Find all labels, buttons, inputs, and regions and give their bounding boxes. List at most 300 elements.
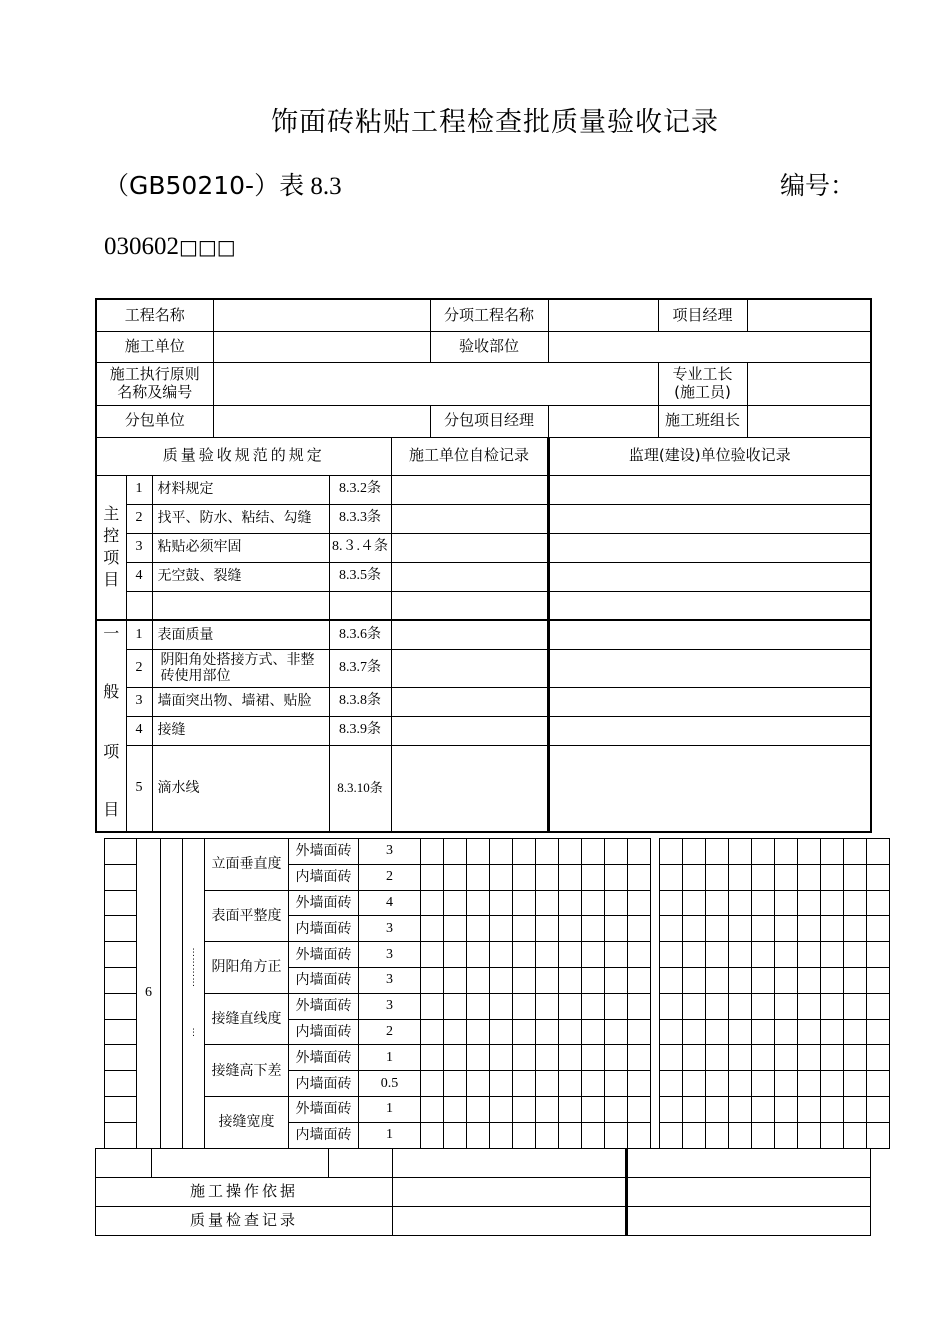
measurement-cell[interactable]: [605, 864, 628, 890]
supervision-measurement-cell[interactable]: [775, 1122, 798, 1148]
supervision-measurement-cell[interactable]: [706, 967, 729, 993]
supervision-measurement-cell[interactable]: [683, 1071, 706, 1097]
supervision-measurement-cell[interactable]: [798, 1045, 821, 1071]
measurement-cell[interactable]: [536, 864, 559, 890]
supervision-measurement-cell[interactable]: [844, 1096, 867, 1122]
supervision-measurement-cell[interactable]: [683, 1019, 706, 1045]
measurement-cell[interactable]: [628, 1019, 651, 1045]
team-leader-field[interactable]: [747, 405, 871, 437]
measurement-cell[interactable]: [582, 993, 605, 1019]
supervision-measurement-cell[interactable]: [844, 1122, 867, 1148]
measurement-cell[interactable]: [605, 993, 628, 1019]
measurement-cell[interactable]: [467, 1096, 490, 1122]
measurement-cell[interactable]: [536, 1122, 559, 1148]
supervision-measurement-cell[interactable]: [821, 1045, 844, 1071]
supervision-measurement-cell[interactable]: [752, 864, 775, 890]
supervision-cell[interactable]: [548, 533, 871, 562]
measurement-cell[interactable]: [444, 1096, 467, 1122]
standard-prefix: （GB50210-）: [104, 171, 280, 200]
measurement-cell[interactable]: [421, 864, 444, 890]
supervision-measurement-cell[interactable]: [798, 1122, 821, 1148]
tolerance-blank-cell: [105, 890, 137, 916]
measurement-cell[interactable]: [582, 967, 605, 993]
construction-unit-field[interactable]: [213, 331, 430, 362]
measurement-cell[interactable]: [536, 916, 559, 942]
supervision-measurement-cell[interactable]: [729, 1045, 752, 1071]
supervision-cell[interactable]: [548, 504, 871, 533]
measurement-cell[interactable]: [421, 993, 444, 1019]
measurement-cell[interactable]: [559, 864, 582, 890]
supervision-measurement-cell[interactable]: [729, 1096, 752, 1122]
measurement-cell[interactable]: [582, 1096, 605, 1122]
subcontractor-field[interactable]: [213, 405, 430, 437]
supervision-measurement-cell[interactable]: [775, 1045, 798, 1071]
measurement-cell[interactable]: [536, 1019, 559, 1045]
measurement-cell[interactable]: [421, 1019, 444, 1045]
main-control-char: 目: [103, 570, 120, 590]
supervision-measurement-cell[interactable]: [683, 967, 706, 993]
measurement-cell[interactable]: [513, 890, 536, 916]
supervision-measurement-cell[interactable]: [844, 942, 867, 968]
supervision-measurement-cell[interactable]: [821, 1122, 844, 1148]
measurement-cell[interactable]: [559, 1019, 582, 1045]
measurement-cell[interactable]: [513, 942, 536, 968]
supervision-measurement-cell[interactable]: [775, 839, 798, 865]
supervision-cell[interactable]: [548, 716, 871, 745]
measurement-cell[interactable]: [559, 839, 582, 865]
measurement-cell[interactable]: [605, 942, 628, 968]
supervision-measurement-cell[interactable]: [867, 942, 890, 968]
supervision-measurement-cell[interactable]: [729, 1071, 752, 1097]
supervision-cell[interactable]: [548, 591, 871, 620]
measurement-cell[interactable]: [605, 1122, 628, 1148]
supervision-measurement-cell[interactable]: [729, 993, 752, 1019]
measurement-cell[interactable]: [467, 993, 490, 1019]
self-check-cell[interactable]: [391, 504, 548, 533]
supervision-measurement-cell[interactable]: [706, 1122, 729, 1148]
supervision-measurement-cell[interactable]: [867, 1096, 890, 1122]
measurement-cell[interactable]: [467, 1045, 490, 1071]
measurement-cell[interactable]: [467, 1071, 490, 1097]
supervision-measurement-cell[interactable]: [844, 967, 867, 993]
supervision-cell[interactable]: [548, 620, 871, 649]
measurement-cell[interactable]: [421, 1071, 444, 1097]
supervision-measurement-cell[interactable]: [706, 1045, 729, 1071]
measurement-cell[interactable]: [582, 1071, 605, 1097]
project-manager-field[interactable]: [747, 299, 871, 331]
measurement-cell[interactable]: [536, 967, 559, 993]
supervision-measurement-cell[interactable]: [729, 839, 752, 865]
supervision-measurement-cell[interactable]: [775, 1071, 798, 1097]
supervision-measurement-cell[interactable]: [821, 916, 844, 942]
supervision-measurement-cell[interactable]: [821, 1096, 844, 1122]
supervision-measurement-cell[interactable]: [660, 890, 683, 916]
supervision-measurement-cell[interactable]: [706, 993, 729, 1019]
measurement-cell[interactable]: [582, 864, 605, 890]
supervision-measurement-cell[interactable]: [683, 864, 706, 890]
self-check-cell[interactable]: [391, 475, 548, 504]
acceptance-part-label: 验收部位: [430, 331, 548, 362]
supervision-measurement-cell[interactable]: [775, 1096, 798, 1122]
measurement-cell[interactable]: [490, 1071, 513, 1097]
measurement-cell[interactable]: [444, 1122, 467, 1148]
self-check-cell[interactable]: [391, 562, 548, 591]
measurement-cell[interactable]: [628, 916, 651, 942]
supervision-measurement-cell[interactable]: [867, 1045, 890, 1071]
project-name-field[interactable]: [213, 299, 430, 331]
measurement-cell[interactable]: [513, 1096, 536, 1122]
supervision-measurement-cell[interactable]: [706, 1071, 729, 1097]
measurement-cell[interactable]: [536, 1096, 559, 1122]
tolerance-item-name: 接缝高下差: [205, 1045, 289, 1097]
supervision-measurement-cell[interactable]: [821, 1071, 844, 1097]
supervision-measurement-cell[interactable]: [752, 890, 775, 916]
tolerance-tile-type: 外墙面砖: [289, 1096, 359, 1122]
supervision-measurement-cell[interactable]: [821, 864, 844, 890]
supervision-measurement-cell[interactable]: [867, 839, 890, 865]
footer-blank-cell[interactable]: [393, 1149, 627, 1178]
measurement-cell[interactable]: [513, 864, 536, 890]
supervision-cell[interactable]: [548, 649, 871, 687]
supervision-measurement-cell[interactable]: [798, 967, 821, 993]
measurement-cell[interactable]: [467, 942, 490, 968]
sub-manager-field[interactable]: [548, 405, 658, 437]
supervision-measurement-cell[interactable]: [798, 993, 821, 1019]
standard-name-field[interactable]: [213, 362, 658, 405]
measurement-cell[interactable]: [605, 890, 628, 916]
item-clause: 8.3.10条: [329, 745, 391, 832]
supervision-measurement-cell[interactable]: [752, 993, 775, 1019]
measurement-cell[interactable]: [582, 1019, 605, 1045]
operation-basis-field[interactable]: [393, 1178, 627, 1207]
supervision-measurement-cell[interactable]: [844, 916, 867, 942]
measurement-cell[interactable]: [605, 967, 628, 993]
measurement-cell[interactable]: [490, 1122, 513, 1148]
self-check-cell[interactable]: [391, 745, 548, 832]
supervision-measurement-cell[interactable]: [752, 916, 775, 942]
tolerance-tile-type: 外墙面砖: [289, 890, 359, 916]
measurement-cell[interactable]: [628, 1096, 651, 1122]
tolerance-divider-cell: [651, 1071, 660, 1097]
supervision-measurement-cell[interactable]: [798, 942, 821, 968]
supervision-measurement-cell[interactable]: [775, 916, 798, 942]
item-number: 4: [126, 562, 152, 591]
measurement-cell[interactable]: [628, 890, 651, 916]
acceptance-part-field[interactable]: [548, 331, 871, 362]
tolerance-item-name: 表面平整度: [205, 890, 289, 942]
item-number: 2: [126, 649, 152, 687]
supervision-measurement-cell[interactable]: [821, 967, 844, 993]
supervision-measurement-cell[interactable]: [660, 1019, 683, 1045]
measurement-cell[interactable]: [559, 967, 582, 993]
measurement-cell[interactable]: [536, 993, 559, 1019]
supervision-measurement-cell[interactable]: [660, 1045, 683, 1071]
measurement-cell[interactable]: [421, 1045, 444, 1071]
supervision-measurement-cell[interactable]: [706, 916, 729, 942]
supervision-measurement-cell[interactable]: [660, 839, 683, 865]
measurement-cell[interactable]: [582, 916, 605, 942]
supervision-measurement-cell[interactable]: [660, 942, 683, 968]
measurement-cell[interactable]: [628, 1122, 651, 1148]
supervision-measurement-cell[interactable]: [752, 1122, 775, 1148]
measurement-cell[interactable]: [421, 839, 444, 865]
supervision-measurement-cell[interactable]: [775, 1019, 798, 1045]
measurement-cell[interactable]: [605, 1045, 628, 1071]
supervision-measurement-cell[interactable]: [752, 1096, 775, 1122]
supervision-measurement-cell[interactable]: [729, 1019, 752, 1045]
measurement-cell[interactable]: [628, 864, 651, 890]
supervision-cell[interactable]: [548, 745, 871, 832]
measurement-cell[interactable]: [628, 1071, 651, 1097]
supervision-measurement-cell[interactable]: [844, 1045, 867, 1071]
measurement-cell[interactable]: [628, 993, 651, 1019]
supervision-measurement-cell[interactable]: [867, 890, 890, 916]
supervision-measurement-cell[interactable]: [867, 1122, 890, 1148]
supervision-measurement-cell[interactable]: [660, 1096, 683, 1122]
measurement-cell[interactable]: [490, 839, 513, 865]
tolerance-allowed-value: 3: [359, 942, 421, 968]
supervision-measurement-cell[interactable]: [821, 890, 844, 916]
supervision-measurement-cell[interactable]: [683, 916, 706, 942]
measurement-cell[interactable]: [421, 916, 444, 942]
measurement-cell[interactable]: [444, 942, 467, 968]
measurement-cell[interactable]: [490, 916, 513, 942]
supervision-column-header: 监理(建设)单位验收记录: [548, 437, 871, 475]
measurement-cell[interactable]: [513, 1045, 536, 1071]
supervision-cell[interactable]: [548, 562, 871, 591]
measurement-cell[interactable]: [467, 864, 490, 890]
supervision-measurement-cell[interactable]: [683, 1122, 706, 1148]
measurement-cell[interactable]: [490, 993, 513, 1019]
tolerance-row: [105, 993, 890, 1019]
supervision-measurement-cell[interactable]: [706, 1019, 729, 1045]
measurement-cell[interactable]: [513, 839, 536, 865]
supervision-measurement-cell[interactable]: [821, 993, 844, 1019]
quality-record-field[interactable]: [393, 1207, 627, 1236]
supervision-measurement-cell[interactable]: [844, 839, 867, 865]
measurement-cell[interactable]: [536, 890, 559, 916]
supervision-measurement-cell[interactable]: [729, 942, 752, 968]
supervision-measurement-cell[interactable]: [706, 942, 729, 968]
supervision-measurement-cell[interactable]: [683, 993, 706, 1019]
measurement-cell[interactable]: [536, 1045, 559, 1071]
supervision-measurement-cell[interactable]: [867, 864, 890, 890]
self-check-cell[interactable]: [391, 687, 548, 716]
measurement-cell[interactable]: [536, 1071, 559, 1097]
supervision-measurement-cell[interactable]: [867, 1071, 890, 1097]
measurement-cell[interactable]: [490, 1019, 513, 1045]
standard-name-label: [96, 362, 213, 405]
measurement-cell[interactable]: [628, 967, 651, 993]
measurement-cell[interactable]: [628, 942, 651, 968]
measurement-cell[interactable]: [490, 967, 513, 993]
supervision-measurement-cell[interactable]: [798, 839, 821, 865]
measurement-cell[interactable]: [444, 1045, 467, 1071]
measurement-cell[interactable]: [559, 1122, 582, 1148]
supervision-measurement-cell[interactable]: [844, 1071, 867, 1097]
measurement-cell[interactable]: [513, 1019, 536, 1045]
supervision-measurement-cell[interactable]: [798, 1096, 821, 1122]
measurement-cell[interactable]: [444, 1019, 467, 1045]
tolerance-item-number: 6: [137, 839, 161, 1149]
footer-blank-cell[interactable]: [627, 1149, 871, 1178]
measurement-cell[interactable]: [421, 1096, 444, 1122]
measurement-cell[interactable]: [559, 1071, 582, 1097]
supervision-measurement-cell[interactable]: [752, 1071, 775, 1097]
supervision-measurement-cell[interactable]: [844, 1019, 867, 1045]
foreman-field[interactable]: [747, 362, 871, 405]
measurement-cell[interactable]: [628, 839, 651, 865]
measurement-cell[interactable]: [444, 916, 467, 942]
measurement-cell[interactable]: [582, 1045, 605, 1071]
supervision-measurement-cell[interactable]: [867, 967, 890, 993]
quality-record-supervision[interactable]: [627, 1207, 871, 1236]
supervision-measurement-cell[interactable]: [867, 993, 890, 1019]
measurement-cell[interactable]: [490, 864, 513, 890]
supervision-measurement-cell[interactable]: [798, 864, 821, 890]
supervision-measurement-cell[interactable]: [844, 890, 867, 916]
supervision-measurement-cell[interactable]: [798, 916, 821, 942]
supervision-measurement-cell[interactable]: [752, 967, 775, 993]
self-check-cell[interactable]: [391, 649, 548, 687]
measurement-cell[interactable]: [559, 1096, 582, 1122]
supervision-measurement-cell[interactable]: [706, 1096, 729, 1122]
tolerance-divider-cell: [651, 993, 660, 1019]
measurement-cell[interactable]: [444, 967, 467, 993]
item-clause: 8.3.5条: [329, 562, 391, 591]
inspection-table: [95, 298, 872, 833]
supervision-measurement-cell[interactable]: [775, 890, 798, 916]
self-check-cell[interactable]: [391, 533, 548, 562]
supervision-measurement-cell[interactable]: [775, 864, 798, 890]
measurement-cell[interactable]: [582, 839, 605, 865]
measurement-cell[interactable]: [582, 1122, 605, 1148]
self-check-cell[interactable]: [391, 591, 548, 620]
tolerance-blank-cell: [105, 993, 137, 1019]
tolerance-table: [104, 838, 890, 1149]
measurement-cell[interactable]: [513, 1122, 536, 1148]
measurement-cell[interactable]: [444, 1071, 467, 1097]
measurement-cell[interactable]: [605, 1019, 628, 1045]
measurement-cell[interactable]: [421, 1122, 444, 1148]
measurement-cell[interactable]: [467, 890, 490, 916]
self-check-cell[interactable]: [391, 620, 548, 649]
supervision-measurement-cell[interactable]: [752, 839, 775, 865]
measurement-cell[interactable]: [444, 993, 467, 1019]
supervision-measurement-cell[interactable]: [660, 864, 683, 890]
supervision-measurement-cell[interactable]: [660, 1071, 683, 1097]
supervision-measurement-cell[interactable]: [660, 967, 683, 993]
supervision-measurement-cell[interactable]: [775, 967, 798, 993]
measurement-cell[interactable]: [467, 916, 490, 942]
supervision-measurement-cell[interactable]: [683, 1096, 706, 1122]
measurement-cell[interactable]: [490, 890, 513, 916]
supervision-measurement-cell[interactable]: [867, 1019, 890, 1045]
self-check-cell[interactable]: [391, 716, 548, 745]
measurement-cell[interactable]: [490, 1096, 513, 1122]
measurement-cell[interactable]: [513, 1071, 536, 1097]
supervision-measurement-cell[interactable]: [798, 1019, 821, 1045]
supervision-measurement-cell[interactable]: [821, 1019, 844, 1045]
supervision-measurement-cell[interactable]: [683, 942, 706, 968]
supervision-measurement-cell[interactable]: [660, 916, 683, 942]
supervision-measurement-cell[interactable]: [660, 1122, 683, 1148]
supervision-measurement-cell[interactable]: [821, 839, 844, 865]
measurement-cell[interactable]: [605, 1071, 628, 1097]
supervision-measurement-cell[interactable]: [729, 967, 752, 993]
supervision-measurement-cell[interactable]: [752, 1019, 775, 1045]
measurement-cell[interactable]: [605, 839, 628, 865]
supervision-measurement-cell[interactable]: [660, 993, 683, 1019]
supervision-measurement-cell[interactable]: [752, 942, 775, 968]
supervision-cell[interactable]: [548, 475, 871, 504]
supervision-measurement-cell[interactable]: [729, 916, 752, 942]
supervision-measurement-cell[interactable]: [844, 993, 867, 1019]
measurement-cell[interactable]: [582, 942, 605, 968]
measurement-cell[interactable]: [628, 1045, 651, 1071]
supervision-measurement-cell[interactable]: [683, 839, 706, 865]
operation-basis-supervision[interactable]: [627, 1178, 871, 1207]
supervision-measurement-cell[interactable]: [683, 890, 706, 916]
measurement-cell[interactable]: [444, 890, 467, 916]
measurement-cell[interactable]: [444, 864, 467, 890]
measurement-cell[interactable]: [559, 1045, 582, 1071]
measurement-cell[interactable]: [536, 942, 559, 968]
measurement-cell[interactable]: [467, 1019, 490, 1045]
supervision-measurement-cell[interactable]: [775, 993, 798, 1019]
measurement-cell[interactable]: [559, 916, 582, 942]
supervision-measurement-cell[interactable]: [821, 942, 844, 968]
measurement-cell[interactable]: [490, 1045, 513, 1071]
supervision-cell[interactable]: [548, 687, 871, 716]
measurement-cell[interactable]: [582, 890, 605, 916]
measurement-cell[interactable]: [467, 967, 490, 993]
measurement-cell[interactable]: [559, 993, 582, 1019]
supervision-measurement-cell[interactable]: [752, 1045, 775, 1071]
supervision-measurement-cell[interactable]: [775, 942, 798, 968]
supervision-measurement-cell[interactable]: [683, 1045, 706, 1071]
sub-project-name-field[interactable]: [548, 299, 658, 331]
supervision-measurement-cell[interactable]: [867, 916, 890, 942]
measurement-cell[interactable]: [444, 839, 467, 865]
measurement-cell[interactable]: [421, 890, 444, 916]
measurement-cell[interactable]: [490, 942, 513, 968]
record-code: [104, 233, 236, 261]
measurement-cell[interactable]: [559, 942, 582, 968]
supervision-measurement-cell[interactable]: [729, 864, 752, 890]
supervision-measurement-cell[interactable]: [798, 890, 821, 916]
supervision-measurement-cell[interactable]: [706, 839, 729, 865]
measurement-cell[interactable]: [467, 839, 490, 865]
supervision-measurement-cell[interactable]: [706, 864, 729, 890]
measurement-cell[interactable]: [536, 839, 559, 865]
supervision-measurement-cell[interactable]: [706, 890, 729, 916]
supervision-measurement-cell[interactable]: [729, 890, 752, 916]
tolerance-item-name: 接缝直线度: [205, 993, 289, 1045]
measurement-cell[interactable]: [467, 1122, 490, 1148]
measurement-cell[interactable]: [421, 942, 444, 968]
measurement-cell[interactable]: [513, 916, 536, 942]
measurement-cell[interactable]: [559, 890, 582, 916]
measurement-cell[interactable]: [605, 1096, 628, 1122]
measurement-cell[interactable]: [513, 967, 536, 993]
supervision-measurement-cell[interactable]: [844, 864, 867, 890]
supervision-measurement-cell[interactable]: [798, 1071, 821, 1097]
measurement-cell[interactable]: [513, 993, 536, 1019]
supervision-measurement-cell[interactable]: [729, 1122, 752, 1148]
measurement-cell[interactable]: [421, 967, 444, 993]
measurement-cell[interactable]: [605, 916, 628, 942]
